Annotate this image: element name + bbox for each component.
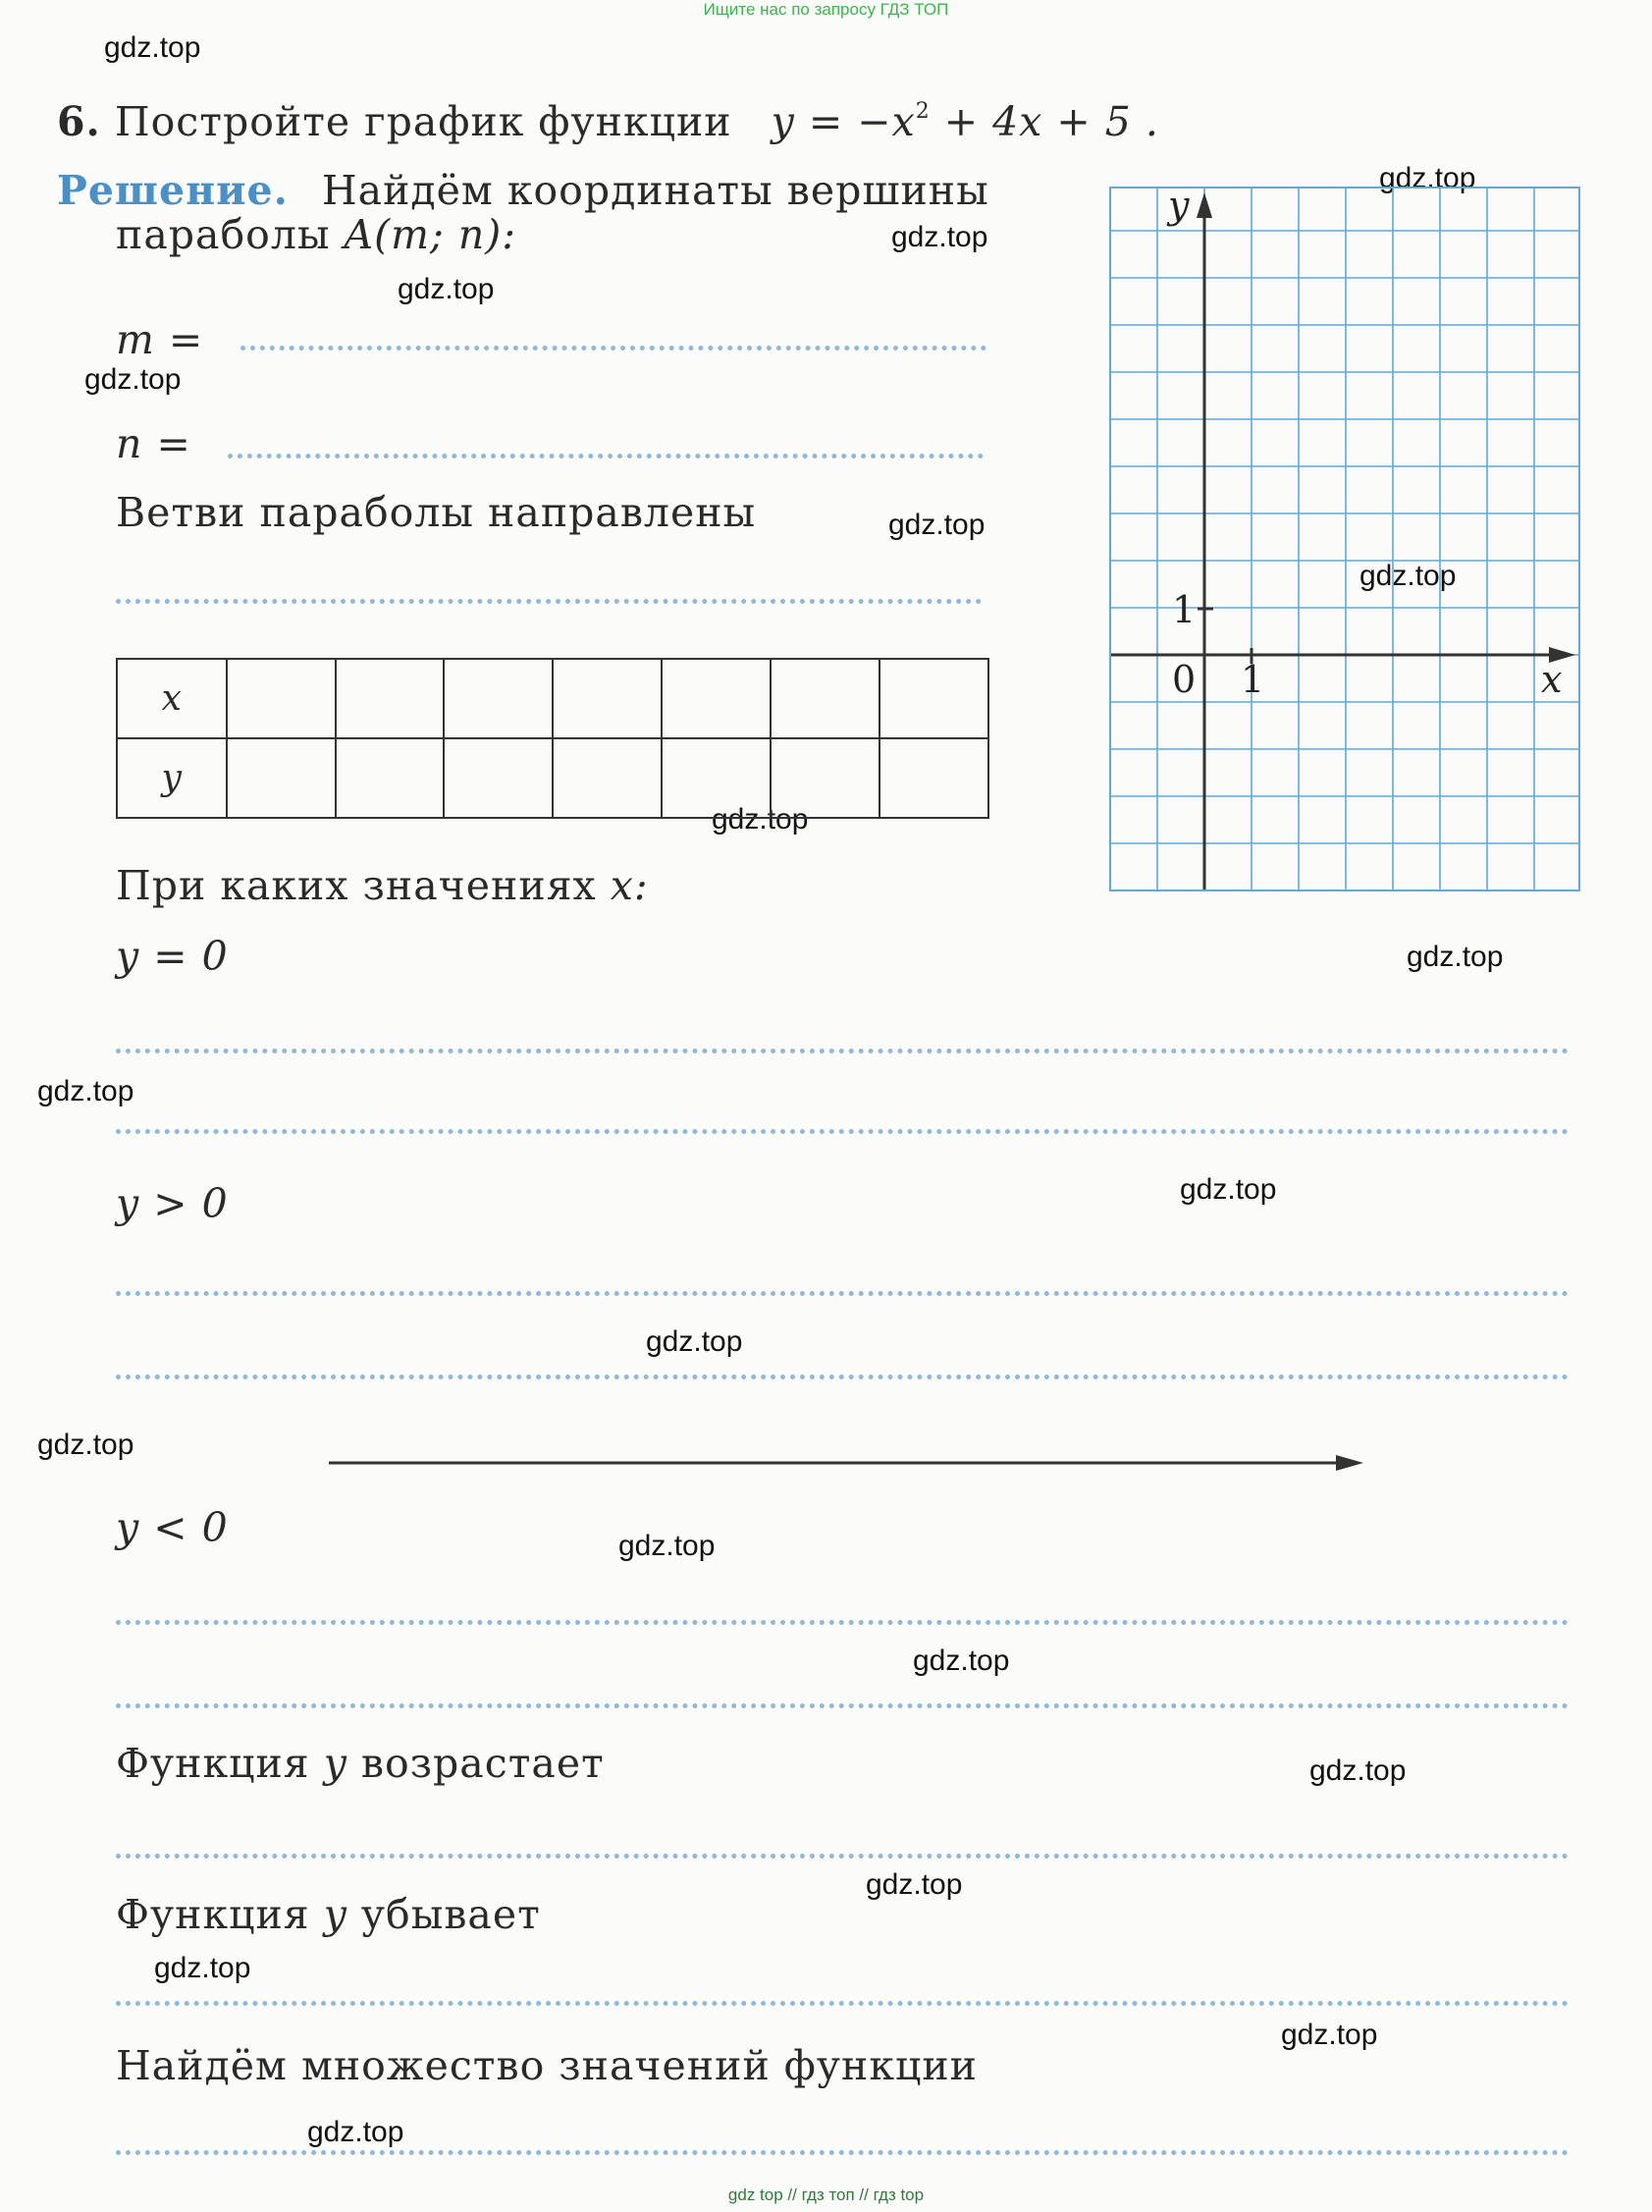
table-cell[interactable]: [771, 659, 879, 738]
y-positive-label: y > 0: [116, 1180, 229, 1227]
decreasing-answer-line[interactable]: [116, 2001, 1569, 2006]
table-cell[interactable]: [553, 738, 662, 818]
y-zero-answer-line-2[interactable]: [116, 1129, 1569, 1134]
watermark: gdz.top: [1379, 162, 1476, 194]
y-negative-answer-line-1[interactable]: [116, 1620, 1569, 1625]
grid-lines: [1110, 187, 1580, 891]
decreasing-suffix: убывает: [346, 1891, 541, 1938]
y-axis-arrow-icon: [1197, 192, 1212, 218]
watermark: gdz.top: [646, 1325, 743, 1358]
watermark: gdz.top: [154, 1952, 251, 1984]
table-cell[interactable]: [336, 738, 445, 818]
watermark: gdz.top: [84, 363, 182, 396]
y-positive-answer-line-1[interactable]: [116, 1291, 1569, 1296]
solution-line-2: [116, 211, 516, 258]
task-formula-exp: 2: [915, 99, 931, 124]
branches-text: Ветви параболы направлены: [116, 489, 757, 536]
watermark: gdz.top: [888, 509, 986, 541]
top-banner: Ищите нас по запросу ГДЗ ТОП: [703, 0, 949, 19]
branches-answer-line[interactable]: [116, 599, 982, 604]
table-cell[interactable]: [879, 738, 988, 818]
watermark: gdz.top: [618, 1530, 716, 1562]
task-prompt: Постройте график функции: [114, 98, 732, 145]
table-cell[interactable]: [662, 738, 771, 818]
questions-heading-text: При каких значениях: [116, 862, 611, 909]
x-unit-label: 1: [1241, 658, 1265, 701]
increasing-var: y: [323, 1740, 347, 1787]
solution-label: Решение.: [57, 167, 289, 214]
table-cell[interactable]: [227, 659, 336, 738]
table-cell[interactable]: [771, 738, 879, 818]
watermark: gdz.top: [1359, 560, 1457, 592]
task-formula-lhs: y = −x: [771, 98, 916, 145]
watermark: gdz.top: [866, 1868, 963, 1901]
y-zero-answer-line-1[interactable]: [116, 1049, 1569, 1053]
increasing-text: [116, 1740, 605, 1787]
decreasing-prefix: Функция: [116, 1891, 324, 1938]
increasing-answer-line[interactable]: [116, 1854, 1569, 1859]
increasing-suffix: возрастает: [346, 1740, 605, 1787]
table-cell[interactable]: [553, 659, 662, 738]
decreasing-var: y: [323, 1891, 347, 1938]
table-row-x: [117, 659, 988, 738]
footer-links[interactable]: gdz top // гдз топ // гдз top: [727, 2185, 925, 2204]
n-label: n =: [116, 420, 191, 467]
y-negative-label: y < 0: [116, 1504, 229, 1551]
grid-frame: [1110, 188, 1579, 890]
watermark: gdz.top: [1407, 941, 1504, 973]
origin-label: 0: [1172, 658, 1197, 701]
questions-heading: [116, 862, 649, 909]
range-text: Найдём множество значений функции: [116, 2042, 978, 2089]
table-row-label: y: [117, 738, 227, 818]
y-axis-label: y: [1168, 187, 1190, 227]
coordinate-grid[interactable]: [1109, 187, 1580, 891]
watermark: gdz.top: [891, 221, 988, 253]
vertex-line-2: параболы: [116, 211, 345, 258]
x-axis-label: x: [1541, 658, 1563, 701]
m-answer-line[interactable]: [240, 346, 986, 351]
task-formula-rhs: + 4x + 5 .: [930, 98, 1159, 145]
value-table: [116, 658, 989, 819]
watermark: gdz.top: [712, 803, 809, 836]
table-row-label: x: [117, 659, 227, 738]
vertex-point: A(m; n):: [344, 211, 517, 258]
task-number: 6.: [57, 98, 101, 145]
questions-heading-var: x:: [610, 862, 649, 909]
watermark: gdz.top: [1309, 1754, 1407, 1787]
watermark: gdz.top: [104, 31, 201, 64]
n-answer-line[interactable]: [228, 454, 984, 459]
y-positive-answer-line-2[interactable]: [116, 1375, 1569, 1379]
watermark: gdz.top: [398, 273, 495, 305]
task-heading: [57, 98, 1159, 145]
watermark: gdz.top: [307, 2116, 404, 2148]
decreasing-text: [116, 1891, 541, 1938]
y-negative-answer-line-2[interactable]: [116, 1703, 1569, 1708]
m-label: m =: [116, 316, 204, 363]
vertex-line-1: Найдём координаты вершины: [321, 167, 989, 214]
table-cell[interactable]: [336, 659, 445, 738]
y-zero-label: y = 0: [116, 933, 229, 980]
table-cell[interactable]: [227, 738, 336, 818]
number-line-arrow: [329, 1450, 1369, 1476]
watermark: gdz.top: [913, 1645, 1010, 1677]
range-answer-line[interactable]: [116, 2150, 1569, 2155]
watermark: gdz.top: [1180, 1173, 1277, 1206]
y-unit-label: 1: [1172, 588, 1197, 631]
table-cell[interactable]: [662, 659, 771, 738]
table-cell[interactable]: [444, 659, 553, 738]
table-cell[interactable]: [444, 738, 553, 818]
table-row-y: [117, 738, 988, 818]
table-cell[interactable]: [879, 659, 988, 738]
watermark: gdz.top: [1281, 2019, 1378, 2051]
watermark: gdz.top: [37, 1429, 134, 1461]
watermark: gdz.top: [37, 1075, 134, 1107]
solution-line-1: [57, 167, 989, 214]
increasing-prefix: Функция: [116, 1740, 324, 1787]
